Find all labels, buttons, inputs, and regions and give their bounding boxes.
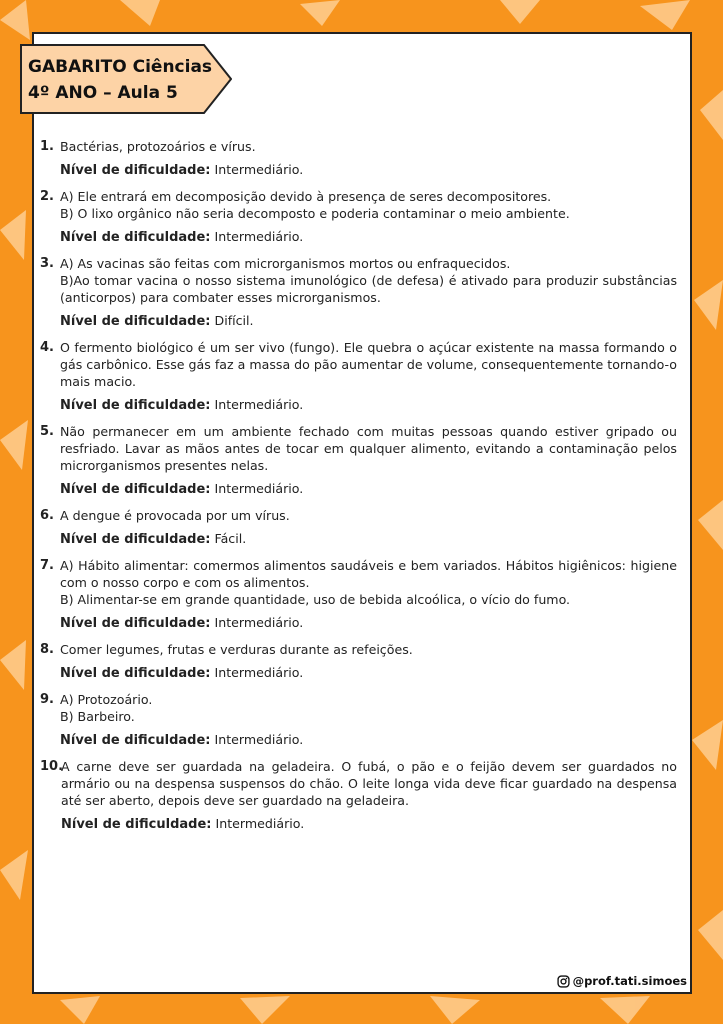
difficulty-label: Nível de dificuldade:: [60, 733, 211, 748]
answer-item: [40, 138, 677, 179]
answer-body: [61, 758, 677, 833]
difficulty-level: [60, 530, 677, 548]
answer-text: Comer legumes, frutas e verduras durante as refeições.: [60, 642, 413, 657]
answer-list: [40, 138, 677, 842]
answer-text: B) Alimentar-se em grande quantidade, uso de bebida alcoólica, o vício do fumo.: [60, 592, 571, 607]
title-badge: [20, 44, 232, 114]
answer-item: [40, 641, 677, 682]
answer-body: [60, 339, 677, 414]
difficulty-level: [61, 815, 677, 833]
footer-credit: [557, 974, 687, 988]
difficulty-label: Nível de dificuldade:: [60, 482, 211, 497]
difficulty-label: Nível de dificuldade:: [60, 314, 211, 329]
difficulty-level: [60, 664, 677, 682]
difficulty-label: Nível de dificuldade:: [60, 616, 211, 631]
difficulty-label: Nível de dificuldade:: [61, 817, 212, 832]
answer-item: [40, 691, 677, 749]
difficulty-level: [60, 731, 677, 749]
answer-text: A dengue é provocada por um vírus.: [60, 508, 290, 523]
answer-number: 9.: [40, 692, 54, 707]
answer-number: 3.: [40, 256, 54, 271]
answer-text: A carne deve ser guardada na geladeira. O fubá, o pão e o feijão devem ser guardados no armário ou na despensa suspensos do chão. O leite longa vida deve ficar guardado na despensa até ser aberto, depois deve ser guardado na geladeira.: [61, 759, 677, 808]
answer-body: [60, 188, 677, 246]
difficulty-level: [60, 480, 677, 498]
difficulty-value: Intermediário.: [214, 397, 304, 412]
answer-body: [60, 255, 677, 330]
answer-number: 6.: [40, 508, 54, 523]
difficulty-value: Fácil.: [214, 531, 247, 546]
difficulty-value: Intermediário.: [214, 162, 304, 177]
difficulty-label: Nível de dificuldade:: [60, 398, 211, 413]
difficulty-level: [60, 228, 677, 246]
difficulty-value: Intermediário.: [214, 481, 304, 496]
answer-number: 8.: [40, 642, 54, 657]
difficulty-label: Nível de dificuldade:: [60, 666, 211, 681]
difficulty-value: Intermediário.: [214, 229, 304, 244]
answer-number: 1.: [40, 139, 54, 154]
difficulty-value: Intermediário.: [214, 615, 304, 630]
answer-text: O fermento biológico é um ser vivo (fungo). Ele quebra o açúcar existente na massa formando o gás carbônico. Esse gás faz a massa do pão aumentar de volume, consequentemente tornando-o mais macio.: [60, 340, 677, 389]
answer-text: A) Ele entrará em decomposição devido à presença de seres decompositores.: [60, 189, 552, 204]
difficulty-value: Intermediário.: [214, 732, 304, 747]
answer-number: 10.: [40, 759, 64, 774]
answer-text: A) Protozoário.: [60, 692, 153, 707]
answer-body: [60, 138, 677, 179]
answer-text: Bactérias, protozoários e vírus.: [60, 139, 256, 154]
difficulty-level: [60, 614, 677, 632]
difficulty-level: [60, 312, 677, 330]
difficulty-value: Intermediário.: [214, 665, 304, 680]
answer-item: [40, 255, 677, 330]
answer-text: A) Hábito alimentar: comermos alimentos saudáveis e bem variados. Hábitos higiênicos: higiene com o nosso corpo e com os alimentos.: [60, 558, 677, 590]
answer-item: [40, 507, 677, 548]
difficulty-level: [60, 396, 677, 414]
difficulty-value: Intermediário.: [215, 816, 305, 831]
answer-number: 4.: [40, 340, 54, 355]
answer-body: [60, 507, 677, 548]
answer-number: 2.: [40, 189, 54, 204]
answer-body: [60, 423, 677, 498]
answer-item: [40, 758, 677, 833]
answer-item: [40, 188, 677, 246]
instagram-icon: [557, 975, 570, 988]
footer-handle: @prof.tati.simoes: [572, 974, 687, 988]
answer-text: B)Ao tomar vacina o nosso sistema imunológico (de defesa) é ativado para produzir substâncias (anticorpos) para combater esses microrganismos.: [60, 273, 677, 305]
answer-text: B) O lixo orgânico não seria decomposto e poderia contaminar o meio ambiente.: [60, 206, 570, 221]
badge-title: GABARITO Ciências: [28, 57, 213, 77]
answer-text: A) As vacinas são feitas com microrganismos mortos ou enfraquecidos.: [60, 256, 511, 271]
answer-body: [60, 691, 677, 749]
difficulty-level: [60, 161, 677, 179]
badge-subtitle: 4º ANO – Aula 5: [28, 83, 178, 103]
answer-item: [40, 423, 677, 498]
answer-body: [60, 641, 677, 682]
answer-body: [60, 557, 677, 632]
answer-number: 7.: [40, 558, 54, 573]
difficulty-label: Nível de dificuldade:: [60, 230, 211, 245]
answer-item: [40, 339, 677, 414]
answer-item: [40, 557, 677, 632]
answer-text: Não permanecer em um ambiente fechado com muitas pessoas quando estiver gripado ou resfriado. Lavar as mãos antes de tocar em qualquer alimento, evitando a contaminação pelos microrganismos presentes nelas.: [60, 424, 677, 473]
difficulty-label: Nível de dificuldade:: [60, 163, 211, 178]
answer-number: 5.: [40, 424, 54, 439]
answer-text: B) Barbeiro.: [60, 709, 135, 724]
difficulty-label: Nível de dificuldade:: [60, 532, 211, 547]
difficulty-value: Difícil.: [214, 313, 254, 328]
